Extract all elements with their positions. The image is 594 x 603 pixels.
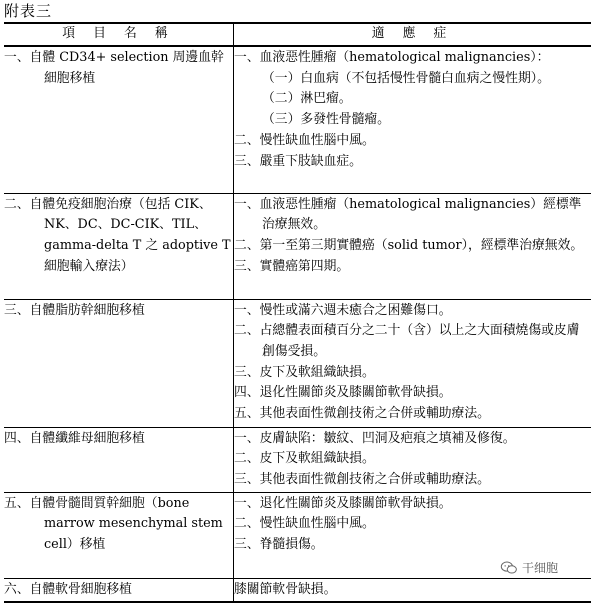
item-cell <box>4 492 234 578</box>
item-name: 一、自體 CD34+ selection 周邊血幹細胞移植 <box>4 50 224 86</box>
indication-item: 二、占總體表面積百分之二十（含）以上之大面積燒傷或皮膚創傷受損。 <box>234 323 580 359</box>
item-cell <box>4 46 234 193</box>
indication-item: 二、慢性缺血性腦中風。 <box>234 516 375 532</box>
indication-item: 一、血液惡性腫瘤（hematological malignancies）： <box>234 50 550 65</box>
indication-item: 三、其他表面性微創技術之合併或輔助療法。 <box>234 471 490 487</box>
item-name: 六、自體軟骨細胞移植 <box>4 581 132 597</box>
indications-cell <box>234 427 592 492</box>
indications-table <box>4 22 591 603</box>
header-item-name: 項 目 名 稱 <box>4 23 234 46</box>
table-row <box>4 46 591 193</box>
indication-item: 三、實體癌第四期。 <box>234 258 350 274</box>
indication-item: 五、其他表面性微創技術之合併或輔助療法。 <box>234 406 490 422</box>
indication-subitem: （二）淋巴瘤。 <box>262 91 352 107</box>
indication-item: 三、嚴重下肢缺血症。 <box>234 153 362 169</box>
indication-item: 二、皮下及軟組織缺損。 <box>234 451 375 467</box>
indications-cell <box>234 193 592 299</box>
item-cell <box>4 427 234 492</box>
header-indications: 適 應 症 <box>234 23 592 46</box>
item-cell <box>4 193 234 299</box>
indication-item: 二、第一至第三期實體癌（solid tumor），經標準治療無效。 <box>234 237 584 253</box>
indication-subitem: （一）白血病（不包括慢性骨髓白血病之慢性期）。 <box>262 70 550 86</box>
table-row <box>4 193 591 299</box>
watermark <box>500 559 558 576</box>
indication-item: 一、退化性關節炎及膝關節軟骨缺損。 <box>234 495 452 511</box>
indication-item: 三、皮下及軟組織缺損。 <box>234 364 375 380</box>
item-name: 三、自體脂肪幹細胞移植 <box>4 302 145 318</box>
watermark-text: 干细胞 <box>522 561 559 575</box>
indications-cell <box>234 578 592 602</box>
indication-item: 一、血液惡性腫瘤（hematological malignancies）經標準治療無效。 <box>234 196 582 233</box>
item-name: 四、自體纖維母細胞移植 <box>4 430 145 446</box>
item-cell <box>4 299 234 427</box>
indications-cell <box>234 299 592 427</box>
indications-cell <box>234 46 592 193</box>
table-row <box>4 427 591 492</box>
indication-item: 一、皮膚缺陷：皺紋、凹洞及疤痕之填補及修復。 <box>234 430 516 446</box>
item-cell <box>4 578 234 602</box>
indication-item: 一、慢性或滿六週未癒合之困難傷口。 <box>234 302 452 318</box>
item-name: 二、自體免疫細胞治療（包括 CIK、NK、DC、DC-CIK、TIL、gamma-delta T 之 adoptive T 細胞輸入療法） <box>4 196 231 274</box>
item-name: 五、自體骨髓間質幹細胞（bone marrow mesenchymal stem cell）移植 <box>4 495 223 553</box>
table-header-row <box>4 23 591 46</box>
indication-item: 二、慢性缺血性腦中風。 <box>234 132 375 148</box>
wechat-icon <box>500 561 518 575</box>
indication-item: 膝關節軟骨缺損。 <box>234 581 337 597</box>
table-row <box>4 299 591 427</box>
indication-subitem: （三）多發性骨髓瘤。 <box>262 112 390 128</box>
document-title: 附表三 <box>4 2 53 20</box>
indication-item: 四、退化性關節炎及膝關節軟骨缺損。 <box>234 385 452 401</box>
table-row <box>4 578 591 602</box>
indication-item: 三、脊髓損傷。 <box>234 537 324 553</box>
